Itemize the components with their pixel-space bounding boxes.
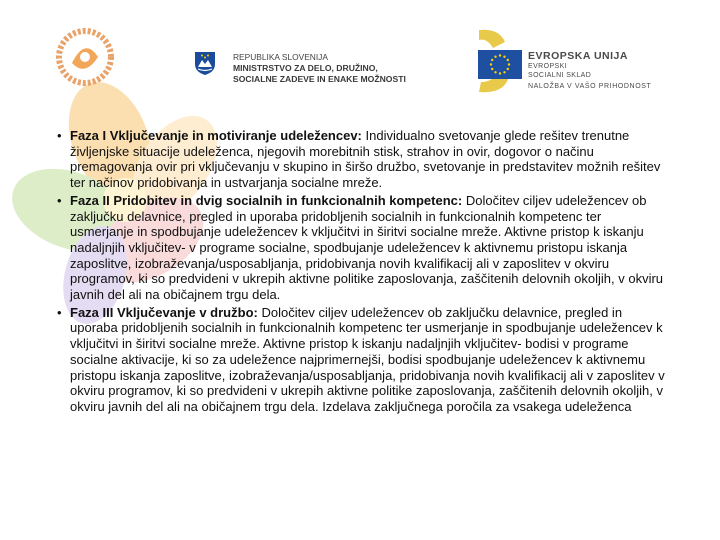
- bullet-dot-icon: •: [57, 128, 62, 143]
- eu-logo-text: [528, 50, 651, 90]
- ministry-line-3: SOCIALNE ZADEVE IN ENAKE MOŽNOSTI: [233, 74, 406, 84]
- phase-item: [50, 128, 665, 191]
- eu-fund-line-2: SOCIALNI SKLAD: [528, 72, 592, 79]
- phase-text: Določitev ciljev udeležencev ob zaključku delavnice, pregled in uporaba pridobljenih socialnih in funkcionalnih kompetenc ter usmerjanje in spodbujanje udeležencev k vključitvi in širitvi socialne mreže. Aktivne pristop k iskanju nadaljnjih vključitev- v programe socialne, spodbujanje udeležencev k aktivnemu pristopu iskanja zaposlitve, izobraževanja/usposabljanja, pridobivanja novih kvalifikacij ali v zaposlitev v okviru programov, ki so predvideni v ukrepih aktivne politike zaposlovanja, zaščitenih delovnih okoljih, v okviru javnih del ali na običajnem trgu dela.: [70, 192, 664, 303]
- eu-flag-icon: [478, 50, 522, 79]
- bullet-dot-icon: •: [57, 192, 62, 208]
- phase-text: Določitev ciljev udeležencev ob zaključku delavnice, pregled in uporaba pridobljenih socialnih in funkcionalnih kompetenc ter usmerjanje in spodbujanje udeležencev k vključitvi in širitvi socialne mreže. Aktivne pristop k iskanju nadaljnjih vključitev- bodisi v programe socialne aktivacije, ki so za udeležence najprimernejši, bodisi spodbujanje udeležencev k aktivnemu pristopu iskanja zaposlitve, izobraževanja/usposabljanja, pridobivanja novih kvalifikacij ali v zaposlitev v okviru programov, ki so predvideni v ukrepih aktivne politike zaposlovanja, zaščitenih delovnih okoljih, v okviru javnih del ali na običajnem trgu dela. Izdelava zaključnega poročila za vsakega udeleženca: [70, 304, 665, 414]
- phase-text: Individualno svetovanje glede rešitev trenutne življenjske situacije udeleženca, njegovih morebitnih stisk, strahov in ovir, dogovor o načinu premagovanja ovir pri vključevanju v skupino in širšo družbo, svetovanje in predstavitev možnih rešitev ter načinov pridobivanja in ustvarjanja socialne mreže.: [70, 128, 661, 191]
- bullet-dot-icon: •: [57, 304, 62, 320]
- phase-title: Faza III Vključevanje v družbo:: [70, 304, 258, 320]
- phase-title: Faza I Vključevanje in motiviranje udeležencev:: [70, 128, 362, 143]
- seal-logo: [50, 27, 120, 87]
- ministry-line-1: REPUBLIKA SLOVENIJA: [233, 52, 328, 62]
- phases-content: [50, 128, 665, 417]
- eu-title: EVROPSKA UNIJA: [528, 50, 628, 62]
- eu-fund-line-1: EVROPSKI: [528, 63, 567, 70]
- ministry-name: [233, 52, 433, 85]
- eu-slogan: NALOŽBA V VAŠO PRIHODNOST: [528, 83, 652, 90]
- slovenia-coat-of-arms-icon: [193, 50, 217, 76]
- phase-title: Faza II Pridobitev in dvig socialnih in funkcionalnih kompetenc:: [70, 192, 463, 208]
- phase-item: [50, 193, 665, 303]
- phase-item: [50, 305, 665, 415]
- phases-list: [50, 128, 665, 415]
- ministry-line-2: MINISTRSTVO ZA DELO, DRUŽINO,: [233, 63, 378, 73]
